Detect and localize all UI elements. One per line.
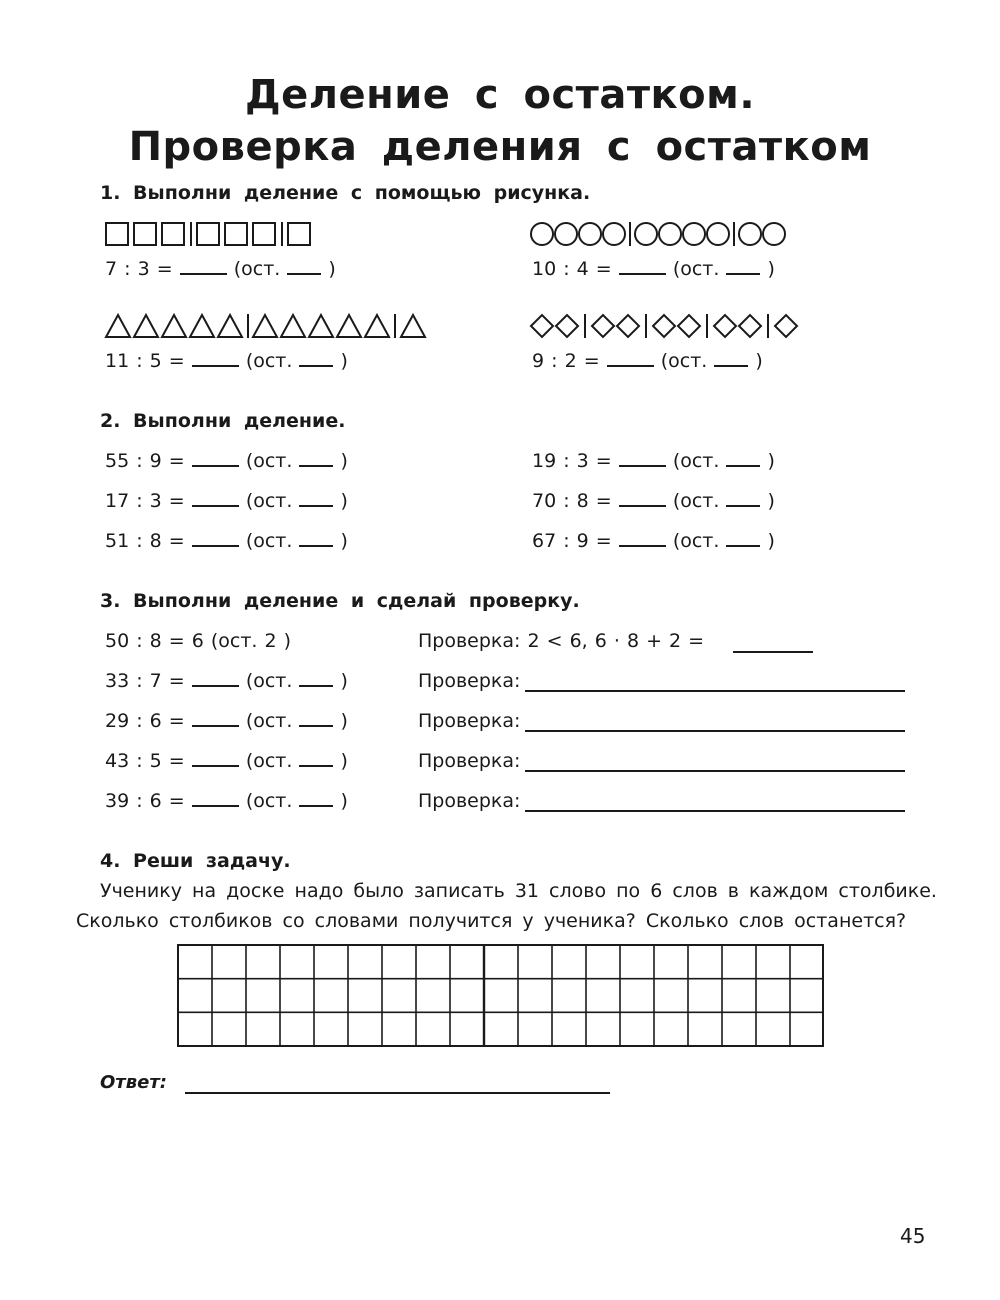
answer-blank[interactable] [180, 272, 227, 275]
task3-item-1: 33 : 7 = (ост. ) [105, 670, 348, 692]
equation: 39 : 6 = [105, 790, 185, 812]
equation: 43 : 5 = [105, 750, 185, 772]
task1-item-3: 11 : 5 = (ост. ) [105, 350, 348, 372]
task3-item-4: 39 : 6 = (ост. ) [105, 790, 348, 812]
equation: 70 : 8 = [532, 490, 612, 512]
check-label: Проверка: [418, 750, 521, 772]
task4-heading: 4. Реши задачу. [100, 850, 291, 872]
task2-heading: 2. Выполни деление. [100, 410, 346, 432]
remainder-blank[interactable] [299, 544, 333, 547]
remainder-blank[interactable] [299, 724, 333, 727]
diamond-icon [530, 314, 850, 340]
task3-example-equation: 50 : 8 = 6 (ост. 2 ) [105, 630, 292, 652]
answer-label: Ответ: [100, 1072, 167, 1093]
answer-blank[interactable] [607, 364, 654, 367]
answer-blank[interactable] [619, 272, 666, 275]
answer-blank[interactable] [192, 464, 239, 467]
task2-item-2: 19 : 3 = (ост. ) [532, 450, 775, 472]
equation: 55 : 9 = [105, 450, 185, 472]
circle-icon [530, 222, 840, 248]
answer-grid[interactable] [177, 944, 825, 1048]
equation: 10 : 4 = [532, 258, 612, 280]
check-line[interactable] [525, 770, 905, 772]
task1-item-4: 9 : 2 = (ост. ) [532, 350, 763, 372]
remainder-label: (ост. [672, 530, 720, 552]
task3-item-3: 43 : 5 = (ост. ) [105, 750, 348, 772]
remainder-label: (ост. [245, 750, 293, 772]
check-line[interactable] [525, 730, 905, 732]
task4-text-line-2: Сколько столбиков со словами получится у ученика? Сколько слов останется? [76, 910, 907, 932]
task1-item-1: 7 : 3 = (ост. ) [105, 258, 336, 280]
answer-blank[interactable] [619, 464, 666, 467]
check-line[interactable] [525, 690, 905, 692]
remainder-label: (ост. [245, 670, 293, 692]
check-label: Проверка: [418, 790, 521, 812]
equation: 9 : 2 = [532, 350, 600, 372]
remainder-blank[interactable] [299, 684, 333, 687]
remainder-label: (ост. [245, 710, 293, 732]
remainder-label: (ост. [660, 350, 708, 372]
equation: 17 : 3 = [105, 490, 185, 512]
page-number: 45 [900, 1224, 926, 1248]
equation: 7 : 3 = [105, 258, 173, 280]
remainder-label: (ост. [245, 530, 293, 552]
remainder-label: (ост. [245, 350, 293, 372]
answer-blank[interactable] [192, 724, 239, 727]
remainder-label: (ост. [245, 490, 293, 512]
check-label: Проверка: [418, 670, 521, 692]
answer-line[interactable] [185, 1092, 610, 1094]
check-line[interactable] [525, 810, 905, 812]
remainder-blank[interactable] [287, 272, 321, 275]
answer-blank[interactable] [619, 544, 666, 547]
remainder-label: (ост. [245, 450, 293, 472]
task2-item-5: 51 : 8 = (ост. ) [105, 530, 348, 552]
task1-heading: 1. Выполни деление с помощью рисунка. [100, 182, 591, 204]
task2-item-1: 55 : 9 = (ост. ) [105, 450, 348, 472]
equation: 67 : 9 = [532, 530, 612, 552]
remainder-blank[interactable] [299, 364, 333, 367]
answer-blank[interactable] [619, 504, 666, 507]
answer-blank[interactable] [192, 504, 239, 507]
remainder-label: (ост. [245, 790, 293, 812]
remainder-label: (ост. [233, 258, 281, 280]
answer-blank[interactable] [192, 684, 239, 687]
remainder-label: (ост. [672, 490, 720, 512]
check-label: Проверка: [418, 710, 521, 732]
task2-item-4: 70 : 8 = (ост. ) [532, 490, 775, 512]
equation: 19 : 3 = [532, 450, 612, 472]
square-icon [105, 222, 330, 248]
example-check-blank[interactable] [733, 651, 813, 653]
task3-example-check: Проверка: 2 < 6, 6 · 8 + 2 = [418, 630, 705, 652]
equation: 51 : 8 = [105, 530, 185, 552]
remainder-blank[interactable] [299, 504, 333, 507]
page-title-line-2: Проверка деления с остатком [128, 124, 872, 170]
task1-item-2: 10 : 4 = (ост. ) [532, 258, 775, 280]
remainder-blank[interactable] [714, 364, 748, 367]
equation: 11 : 5 = [105, 350, 185, 372]
remainder-blank[interactable] [299, 464, 333, 467]
remainder-label: (ост. [672, 450, 720, 472]
remainder-blank[interactable] [726, 544, 760, 547]
task3-item-2: 29 : 6 = (ост. ) [105, 710, 348, 732]
equation: 33 : 7 = [105, 670, 185, 692]
task3-heading: 3. Выполни деление и сделай проверку. [100, 590, 580, 612]
answer-blank[interactable] [192, 364, 239, 367]
task4-text-line-1: Ученику на доске надо было записать 31 слово по 6 слов в каждом столбике. [100, 880, 937, 902]
remainder-label: (ост. [672, 258, 720, 280]
task2-item-6: 67 : 9 = (ост. ) [532, 530, 775, 552]
remainder-blank[interactable] [726, 272, 760, 275]
page-title-line-1: Деление с остатком. [244, 72, 756, 118]
remainder-blank[interactable] [299, 804, 333, 807]
answer-blank[interactable] [192, 764, 239, 767]
triangle-icon [105, 314, 445, 340]
equation: 29 : 6 = [105, 710, 185, 732]
remainder-blank[interactable] [299, 764, 333, 767]
answer-blank[interactable] [192, 544, 239, 547]
task2-item-3: 17 : 3 = (ост. ) [105, 490, 348, 512]
answer-blank[interactable] [192, 804, 239, 807]
remainder-blank[interactable] [726, 464, 760, 467]
remainder-blank[interactable] [726, 504, 760, 507]
